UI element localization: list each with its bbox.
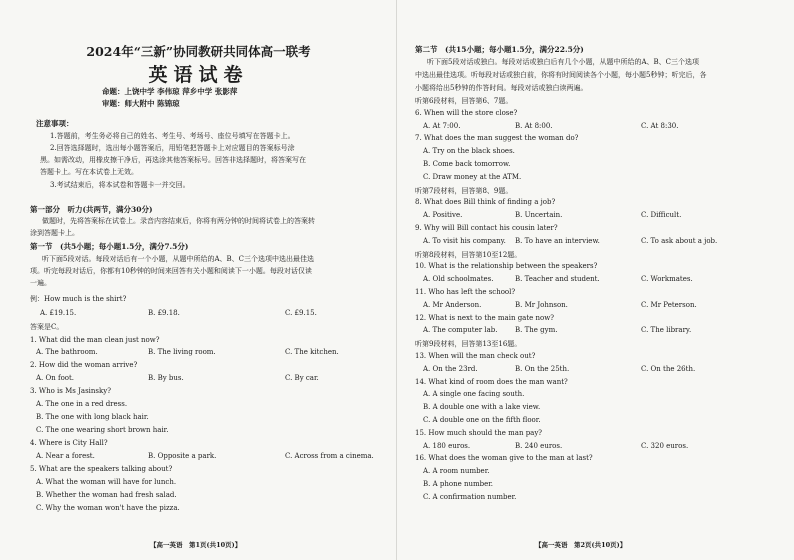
setter-names: 上饶中学 李伟琼 萍乡中学 张影萍 <box>124 87 238 96</box>
reviewer-names: 师大附中 陈锦琼 <box>124 99 180 108</box>
answer-option: B. A double one with a lake view. <box>423 403 541 412</box>
question-2-option-b: B. By bus. <box>148 374 184 382</box>
listening-lead: 听第6段材料，回答第6、7题。 <box>415 97 513 105</box>
answer-option: C. A double one on the fifth floor. <box>423 416 541 424</box>
part1-instruction: 涂到答题卡上。 <box>30 229 79 237</box>
exam-title: 2024年“三新”协同教研共同体高一联考 <box>86 44 311 59</box>
answer-option: A. To visit his company. <box>423 236 506 245</box>
section2-instruction: 听下面5段对话或独白。每段对话或独白后有几个小题，从题中所给的A、B、C三个选项 <box>427 58 700 66</box>
exam-subtitle: 英语试卷 <box>148 64 249 86</box>
question-5-option-a: A. What the woman will have for lunch. <box>36 478 177 486</box>
answer-option: A. At 7:00. <box>423 121 461 130</box>
question-1-option-c: C. The kitchen. <box>285 348 339 356</box>
question-3: 3. Who is Ms Jasinsky? <box>30 387 111 395</box>
example-question: 例：How much is the shirt? <box>30 295 127 303</box>
answer-option: A. Mr Anderson. <box>423 300 482 309</box>
answer-option: A. The computer lab. <box>423 326 498 335</box>
answer-option: B. A phone number. <box>423 480 494 488</box>
answer-option: B. Mr Johnson. <box>515 300 568 309</box>
example-option-c: C. £9.15. <box>285 309 317 317</box>
question-3-option-c: C. The one wearing short brown hair. <box>36 426 169 434</box>
note-line: 黑。如需改动，用橡皮擦干净后，再选涂其他答案标号。回答非选择题时，将答案写在 <box>40 156 306 164</box>
setter-line <box>102 86 237 97</box>
question-4-option-b: B. Opposite a park. <box>148 452 217 460</box>
listening-lead: 听第9段材料，回答第13至16题。 <box>415 340 522 349</box>
question-1: 1. What did the man clean just now? <box>30 336 160 344</box>
answer-option: C. 320 euros. <box>641 441 689 450</box>
question-text: 16. What does the woman give to the man at last? <box>415 454 593 463</box>
answer-option: B. The gym. <box>515 326 558 335</box>
answer-option: C. Mr Peterson. <box>641 300 697 309</box>
question-1-option-a: A. The bathroom. <box>36 348 98 356</box>
note-line: 3.考试结束后，将本试卷和答题卡一并交回。 <box>50 181 190 189</box>
question-text: 7. What does the man suggest the woman do? <box>415 134 579 143</box>
question-text: 6. When will the store close? <box>415 108 518 117</box>
notes-heading: 注意事项： <box>36 119 74 128</box>
answer-option: B. Come back tomorrow. <box>423 160 511 168</box>
section1-instruction: 听下面5段对话。每段对话后有一个小题，从题中所给的A、B、C三个选项中选出最佳选 <box>42 255 315 263</box>
question-4-option-a: A. Near a forest. <box>36 452 95 460</box>
part1-heading: 第一部分 听力(共两节，满分30分) <box>30 205 153 214</box>
note-line: 2.回答选择题时，选出每小题答案后，用铅笔把答题卡上对应题目的答案标号涂 <box>50 144 295 152</box>
example-option-b: B. £9.18. <box>148 309 180 317</box>
answer-option: B. 240 euros. <box>515 441 563 450</box>
section2-heading: 第二节 (共15小题；每小题1.5分，满分22.5分) <box>415 45 584 54</box>
answer-option: C. At 8:30. <box>641 121 679 130</box>
question-3-option-a: A. The one in a red dress. <box>36 400 128 408</box>
question-text: 10. What is the relationship between the speakers? <box>415 262 598 271</box>
question-5: 5. What are the speakers talking about? <box>30 465 173 473</box>
question-2-option-c: C. By car. <box>285 374 319 382</box>
section1-instruction: 一遍。 <box>30 279 51 287</box>
question-4: 4. Where is City Hall? <box>30 439 108 447</box>
question-text: 8. What does Bill think of finding a job? <box>415 198 556 207</box>
answer-option: C. To ask about a job. <box>641 236 718 245</box>
section2-instruction: 中选出最佳选项。听每段对话或独白前，你将有时间阅读各个小题，每小题5秒钟；听完后，各 <box>415 71 707 79</box>
question-text: 14. What kind of room does the man want? <box>415 377 568 386</box>
question-4-option-c: C. Across from a cinema. <box>285 452 374 460</box>
question-2: 2. How did the woman arrive? <box>30 361 138 369</box>
listening-lead: 听第7段材料，回答第8、9题。 <box>415 186 513 195</box>
answer-option: B. To have an interview. <box>515 236 600 245</box>
answer-option: B. At 8:00. <box>515 121 553 130</box>
answer-option: C. The library. <box>641 326 692 335</box>
reviewer-line <box>102 98 180 109</box>
setter-label: 命题： <box>102 87 125 96</box>
question-text: 13. When will the man check out? <box>415 352 536 360</box>
answer-option: A. Try on the black shoes. <box>423 147 515 156</box>
answer-option: A. On the 23rd. <box>423 364 478 373</box>
answer-option: C. Draw money at the ATM. <box>423 172 522 181</box>
reviewer-label: 审题： <box>102 99 125 108</box>
question-text: 15. How much should the man pay? <box>415 428 543 437</box>
answer-option: A. Positive. <box>423 211 463 220</box>
note-line: 1.答题前，考生务必将自己的姓名、考生号、考场号、座位号填写在答题卡上。 <box>50 132 295 140</box>
question-5-option-c: C. Why the woman won't have the pizza. <box>36 504 180 512</box>
answer-option: B. Uncertain. <box>515 211 563 220</box>
question-5-option-b: B. Whether the woman had fresh salad. <box>36 491 177 499</box>
answer-option: A. 180 euros. <box>423 441 471 450</box>
part1-instruction: 做题时，先将答案标在试卷上。录音内容结束后，你将有两分钟的时间将试卷上的答案转 <box>42 217 315 225</box>
note-line: 答题卡上。写在本试卷上无效。 <box>40 168 138 176</box>
answer-option: A. Old schoolmates. <box>423 275 494 284</box>
question-text: 11. Who has left the school? <box>415 288 516 296</box>
question-text: 9. Why will Bill contact his cousin later? <box>415 224 558 232</box>
answer-option: C. Difficult. <box>641 211 682 220</box>
listening-lead: 听第8段材料，回答第10至12题。 <box>415 250 522 259</box>
right-page <box>397 0 794 560</box>
example-answer: 答案是C。 <box>30 323 64 331</box>
section1-heading: 第一节 (共5小题；每小题1.5分，满分7.5分) <box>30 242 189 251</box>
question-1-option-b: B. The living room. <box>148 348 216 356</box>
answer-option: C. A confirmation number. <box>423 492 517 501</box>
question-text: 12. What is next to the main gate now? <box>415 313 554 322</box>
answer-option: B. Teacher and student. <box>515 275 600 284</box>
answer-option: A. A single one facing south. <box>423 390 525 399</box>
page-footer: 【高一英语 第2页(共10页)】 <box>535 541 627 549</box>
answer-option: B. On the 25th. <box>515 364 570 373</box>
answer-option: A. A room number. <box>423 467 490 476</box>
question-3-option-b: B. The one with long black hair. <box>36 413 149 421</box>
section1-instruction: 项。听完每段对话后，你都有10秒钟的时间来回答有关小题和阅读下一小题。每段对话仅读 <box>30 267 312 275</box>
answer-option: C. On the 26th. <box>641 364 696 373</box>
question-2-option-a: A. On foot. <box>36 374 75 382</box>
answer-option: C. Workmates. <box>641 275 693 284</box>
example-option-a: A. £19.15. <box>40 309 77 317</box>
section2-instruction: 小题将给出5秒钟的作答时间。每段对话或独白读两遍。 <box>415 84 588 92</box>
page-footer: 【高一英语 第1页(共10页)】 <box>150 541 242 549</box>
